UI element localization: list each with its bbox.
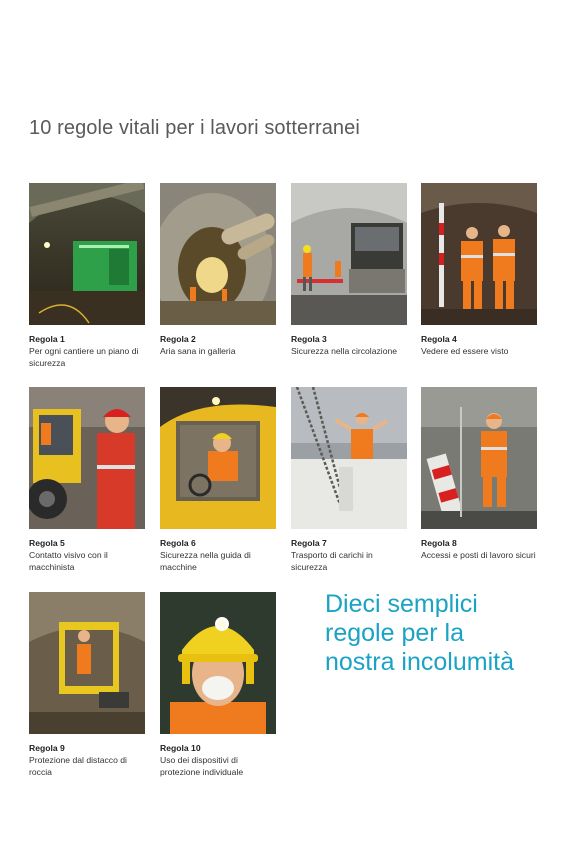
rule-7-text: Trasporto di carichi in sicurezza [291, 550, 373, 572]
rule-5-photo [29, 387, 145, 529]
rule-4-label: Regola 4 [421, 334, 457, 344]
rule-1-photo [29, 183, 145, 325]
rule-8-photo [421, 387, 537, 529]
rule-10-label: Regola 10 [160, 743, 201, 753]
slogan-line-1: Dieci semplici [325, 590, 478, 618]
rule-card-7 [291, 387, 407, 573]
rule-card-9 [29, 592, 145, 778]
rule-9-text: Protezione dal distacco di roccia [29, 755, 127, 777]
rule-6-text: Sicurezza nella guida di macchine [160, 550, 251, 572]
rule-1-label: Regola 1 [29, 334, 65, 344]
rule-3-text: Sicurezza nella circolazione [291, 346, 398, 356]
rule-3-label: Regola 3 [291, 334, 327, 344]
rule-9-photo [29, 592, 145, 734]
rule-card-4 [421, 183, 537, 357]
rule-card-10 [160, 592, 276, 778]
slogan-line-3: nostra incolumità [325, 648, 514, 676]
rule-card-5 [29, 387, 145, 573]
rule-7-photo [291, 387, 407, 529]
rule-8-text: Accessi e posti di lavoro sicuri [421, 550, 536, 560]
page-title: 10 regole vitali per i lavori sotterranei [29, 117, 360, 139]
rule-6-label: Regola 6 [160, 538, 196, 548]
rule-6-photo [160, 387, 276, 529]
rule-8-label: Regola 8 [421, 538, 457, 548]
rule-3-photo [291, 183, 407, 325]
rule-4-text: Vedere ed essere visto [421, 346, 509, 356]
rule-9-label: Regola 9 [29, 743, 65, 753]
rule-card-3 [291, 183, 407, 357]
rule-card-1 [29, 183, 145, 369]
rule-2-label: Regola 2 [160, 334, 196, 344]
rule-5-label: Regola 5 [29, 538, 65, 548]
rule-5-text: Contatto visivo con il macchinista [29, 550, 108, 572]
rule-2-text: Aria sana in galleria [160, 346, 236, 356]
rule-4-photo [421, 183, 537, 325]
rule-10-photo [160, 592, 276, 734]
rule-7-label: Regola 7 [291, 538, 327, 548]
rule-10-text: Uso dei dispositivi di protezione individuale [160, 755, 244, 777]
rule-1-text: Per ogni cantiere un piano di sicurezza [29, 346, 139, 368]
slogan-line-2: regole per la [325, 619, 464, 647]
rule-card-6 [160, 387, 276, 573]
rule-2-photo [160, 183, 276, 325]
slogan [325, 590, 555, 677]
rule-card-2 [160, 183, 276, 357]
rule-card-8 [421, 387, 537, 561]
